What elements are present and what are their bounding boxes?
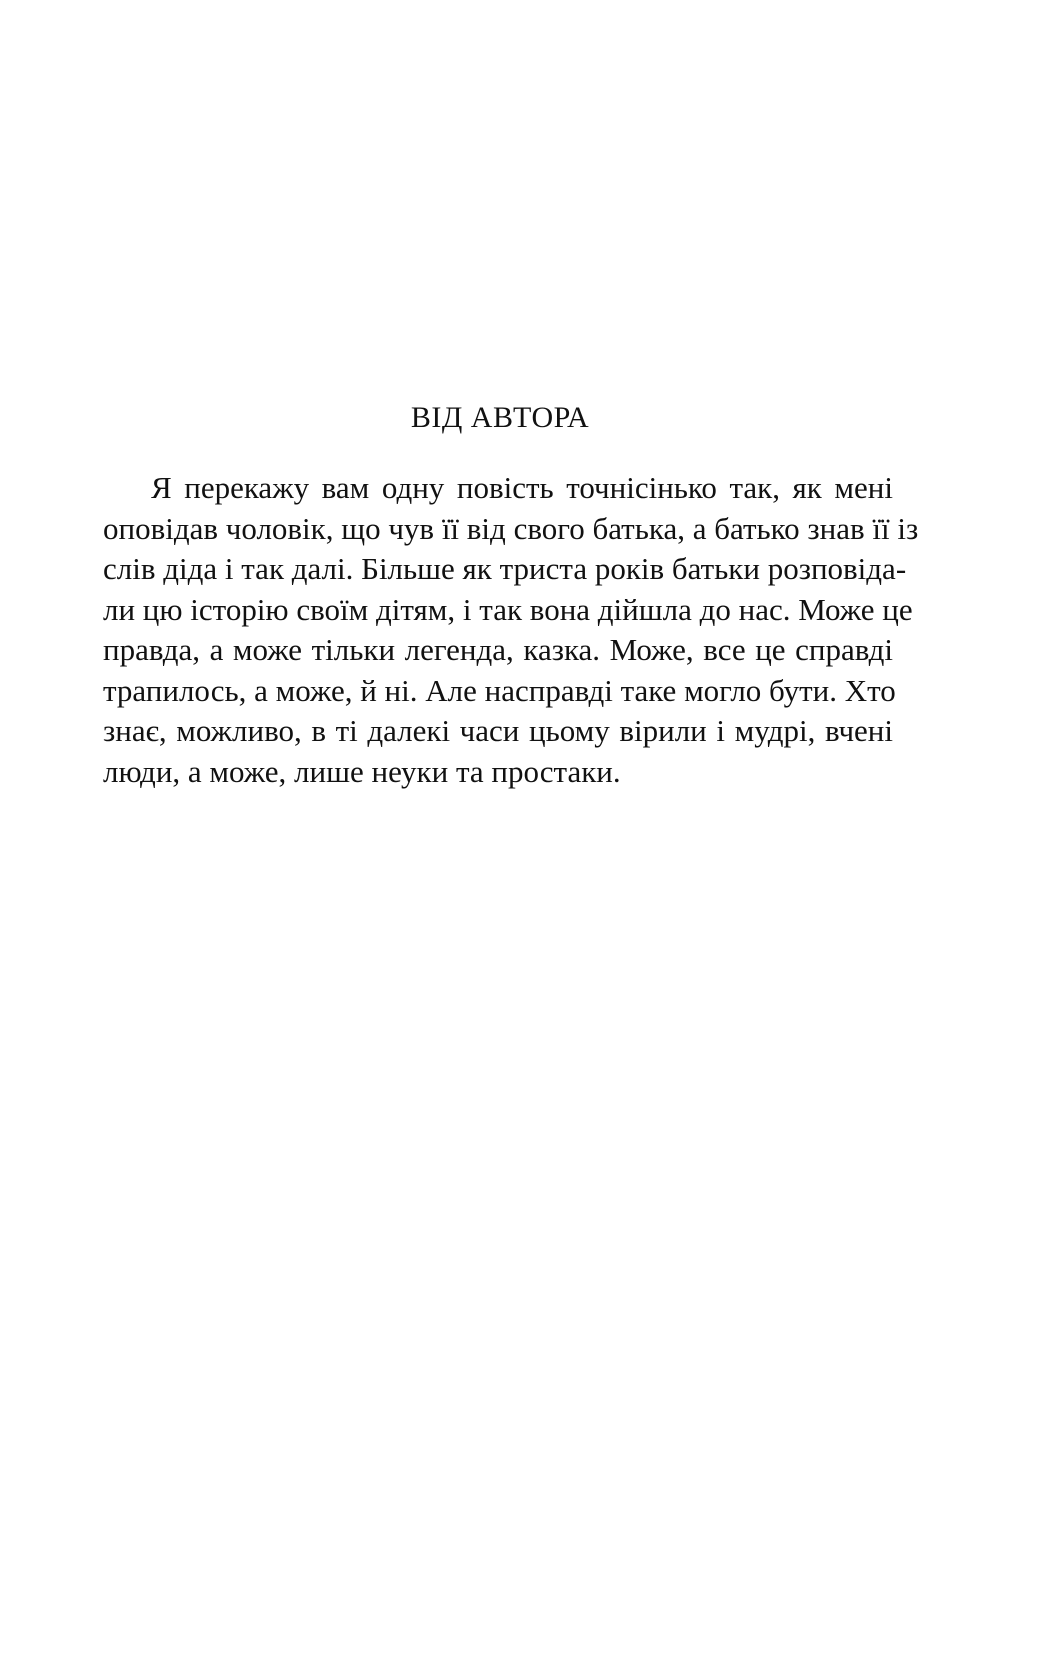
paragraph-line: оповідав чоловік, що чув її від свого батька, а батько знав її із (103, 510, 919, 546)
paragraph-line: слів діда і так далі. Більше як триста років батьки розповіда- (103, 551, 907, 586)
paragraph-line: правда, а може тільки легенда, казка. Може, все це справді (103, 632, 893, 667)
paragraph-line: знає, можливо, в ті далекі часи цьому вірили і мудрі, вчені (103, 713, 893, 748)
paragraph-line: Я перекажу вам одну повість точнісінько так, як мені (151, 470, 893, 505)
paragraph-line: люди, а може, лише неуки та простаки. (103, 753, 621, 789)
section-heading: ВІД АВТОРА (410, 401, 590, 434)
author-foreword-paragraph (103, 468, 919, 792)
paragraph-line: ли цю історію своїм дітям, і так вона дійшла до нас. Може це (103, 591, 913, 627)
paragraph-line: трапилось, а може, й ні. Але насправді таке могло бути. Хто (103, 672, 896, 708)
